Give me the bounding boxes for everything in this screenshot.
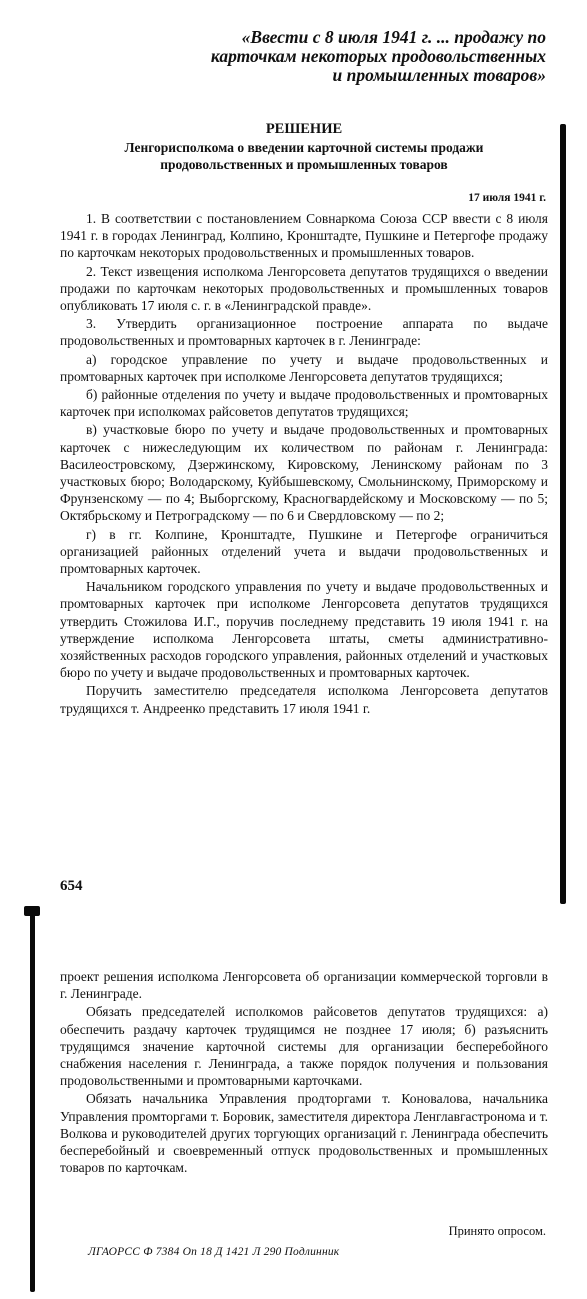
paragraph: Обязать председателей исполкомов райсоветов депутатов трудящихся: а) обеспечить раздачу карточек трудящимся не позднее 17 июля; б) разъяснить трудящимся значение карточной системы для организации бесперебойного снабжения населения г. Ленинграда, а также порядок получения и пользования продовольственными и промтоварными карточками. [60,1004,548,1089]
archive-reference: ЛГАОРСС Ф 7384 Оп 18 Д 1421 Л 290 Подлинник [88,1246,340,1258]
paragraph: Обязать начальника Управления продторгами т. Коновалова, начальника Управления промторгами т. Боровик, заместителя директора Ленглавгастронома и т. Волкова и руководителей других торгующих организаций г. Ленинграда обеспечить бесперебойный и своевременный отпуск продовольственных и промышленных товаров по карточкам. [60,1091,548,1176]
heading-line: и промышленных товаров» [332,65,546,85]
subtitle-line: продовольственных и промышленных товаров [160,157,448,172]
page2-body [60,968,548,1177]
paragraph: Поручить заместителю председателя исполкома Ленгорсовета депутатов трудящихся т. Андреенко представить 17 июля 1941 г. [60,683,548,716]
page-number: 654 [60,878,83,894]
paragraph: г) в гг. Колпине, Кронштадте, Пушкине и Петергофе ограничиться организацией районных отделений учета и выдачи продовольственных и промтоварных карточек. [60,526,548,577]
decree-date: 17 июля 1941 г. [468,192,546,204]
paragraph: 1. В соответствии с постановлением Совнаркома Союза ССР ввести с 8 июля 1941 г. в городах Ленинград, Колпино, Кронштадте, Пушкине и Петергофе продажу по карточкам некоторых продовольственных и промышленных товаров. [60,211,548,261]
right-margin-bar [560,124,566,904]
paragraph: а) городское управление по учету и выдаче продовольственных и промтоварных карточек при исполкоме Ленгорсовета депутатов трудящихся; [60,351,548,384]
paragraph: Начальником городского управления по учету и выдаче продовольственных и промтоварных карточек при исполкоме Ленгорсовета депутатов трудящихся утвердить Стожилова И.Г., поручив последнему представить 19 июля 1941 г. на утверждение исполкома Ленгорсовета штаты, сметы административно-хозяйственных расходов городского управления, районных отделений и участковых бюро по учету и выдаче продовольственных и промтоварных карточек. [60,579,548,681]
page1-body [60,210,548,718]
document-heading [108,28,546,85]
left-margin-bar-tip [24,906,40,916]
paragraph: б) районные отделения по учету и выдаче продовольственных и промтоварных карточек при исполкомах райсоветов депутатов трудящихся; [60,387,548,420]
paragraph: в) участковые бюро по учету и выдаче продовольственных и промтоварных карточек с нижеследующим их количеством по районам г. Ленинграда: Василеостровскому, Дзержинскому, Кировскому, Ленинскому районам по 3 участковых бюро; Володарскому, Куйбышевскому, Смольнинскому, Приморскому и Фрунзенскому — по 4; Выборгскому, Красногвардейскому и Московскому — по 5; Октябрьскому и Петроградскому — по 6 и Свердловскому — по 2; [60,422,548,524]
paragraph: 2. Текст извещения исполкома Ленгорсовета депутатов трудящихся о введении продажи по карточкам некоторых продовольственных и промышленных товаров опубликовать 17 июля с. г. в «Ленинградской правде». [60,263,548,314]
subtitle-line: Ленгорисполкома о введении карточной системы продажи [124,140,484,155]
decree-subtitle [60,139,548,173]
heading-line: «Ввести с 8 июля 1941 г. ... продажу по [241,27,546,47]
continuation-paragraph: проект решения исполкома Ленгорсовета об организации коммерческой торговли в г. Ленинграде. [60,969,548,1002]
paragraph: 3. Утвердить организационное построение аппарата по выдаче продовольственных и промтоварных карточек в г. Ленинграде: [60,316,548,349]
left-margin-bar [30,912,35,1292]
heading-line: карточкам некоторых продовольственных [210,46,546,66]
decree-title: РЕШЕНИЕ [265,121,343,137]
sign-off: Принято опросом. [448,1224,546,1238]
